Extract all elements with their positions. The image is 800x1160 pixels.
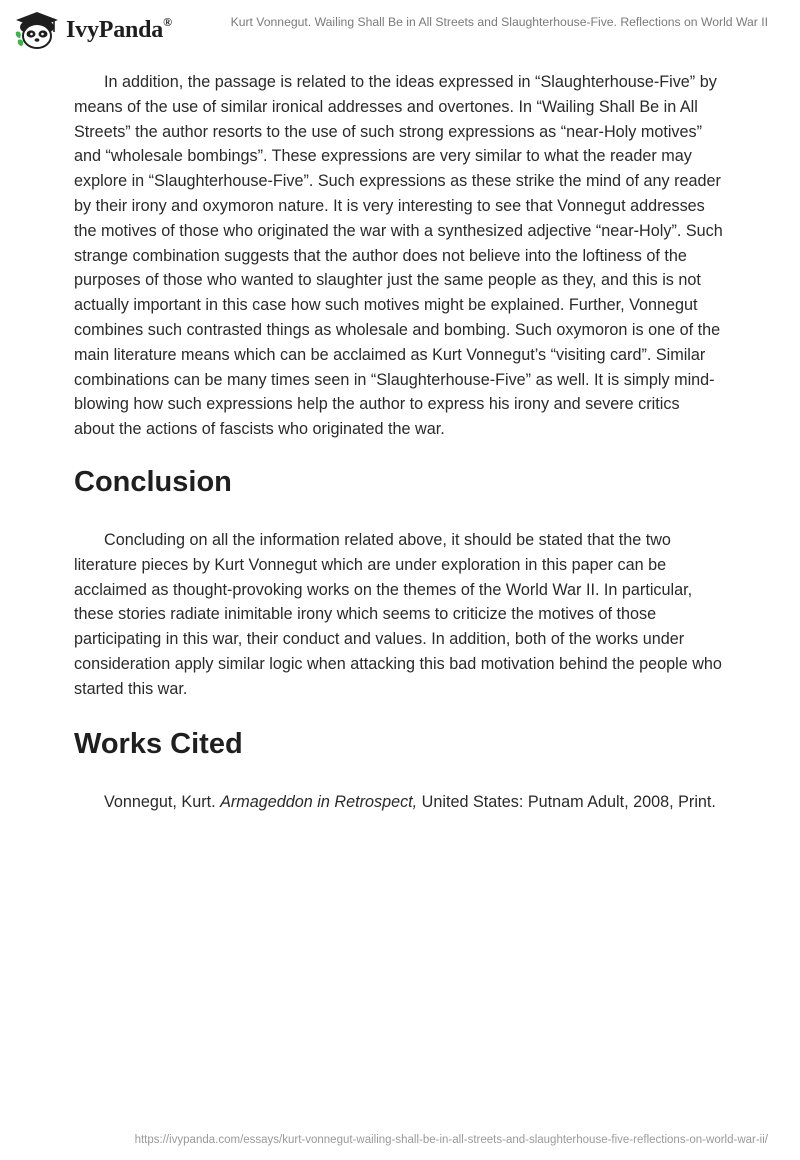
body-paragraph: In addition, the passage is related to the ideas expressed in “Slaughterhouse-Five” by means of the use of similar ironical addresses and overtones. In “Wailing Shall Be in All Streets” the author resorts to the use of such strong expressions as “near-Holy motives” and “wholesale bombings”. These expressions are very similar to what the reader may explore in “Slaughterhouse-Five”. Such expressions as these strike the mind of any reader by their irony and oxymoron nature. It is very interesting to see that Vonnegut addresses the motives of those who originated the war with a synthesized adjective “near-Holy”. Such strange combination suggests that the author does not believe into the loftiness of the purposes of those who wanted to slaughter just the same people as they, and this is not actually important in this case how such motives might be explained. Further, Vonnegut combines such contrasted things as wholesale and bombing. Such oxymoron is one of the main literature means which can be acclaimed as Kurt Vonnegut’s “visiting card”. Similar combinations can be many times seen in “Slaughterhouse-Five” as well. It is simply mind-blowing how such expressions help the author to express his irony and severe critics about the actions of fascists who originated the war. xyxy=(74,73,723,439)
source-url[interactable]: https://ivypanda.com/essays/kurt-vonnegut-wailing-shall-be-in-all-streets-and-slaughterhouse-five-reflections-on-world-war-ii/ xyxy=(134,1134,768,1146)
conclusion-heading: Conclusion xyxy=(74,465,232,498)
ivypanda-logo[interactable] xyxy=(14,8,172,52)
panda-graduate-icon xyxy=(14,10,60,50)
page-header xyxy=(0,0,800,60)
document-title: Kurt Vonnegut. Wailing Shall Be in All Streets and Slaughterhouse-Five. Reflections on World War II xyxy=(230,15,768,29)
citation-entry xyxy=(74,790,724,815)
works-cited-heading: Works Cited xyxy=(74,727,243,760)
citation-publisher: United States: Putnam Adult, 2008, Print. xyxy=(417,792,716,811)
essay-content xyxy=(74,70,724,814)
conclusion-paragraph: Concluding on all the information related above, it should be stated that the two literature pieces by Kurt Vonnegut which are under exploration in this paper can be acclaimed as thought-provoking works on the themes of the World War II. In particular, these stories radiate inimitable irony which seems to criticize the motives of those participating in this war, their conduct and values. In addition, both of the works under consideration apply similar logic when attacking this bad motivation behind the people who started this war. xyxy=(74,530,722,698)
brand-name: IvyPanda® xyxy=(66,14,172,43)
citation-author: Vonnegut, Kurt. xyxy=(104,792,221,811)
citation-title: Armageddon in Retrospect, xyxy=(220,792,418,811)
